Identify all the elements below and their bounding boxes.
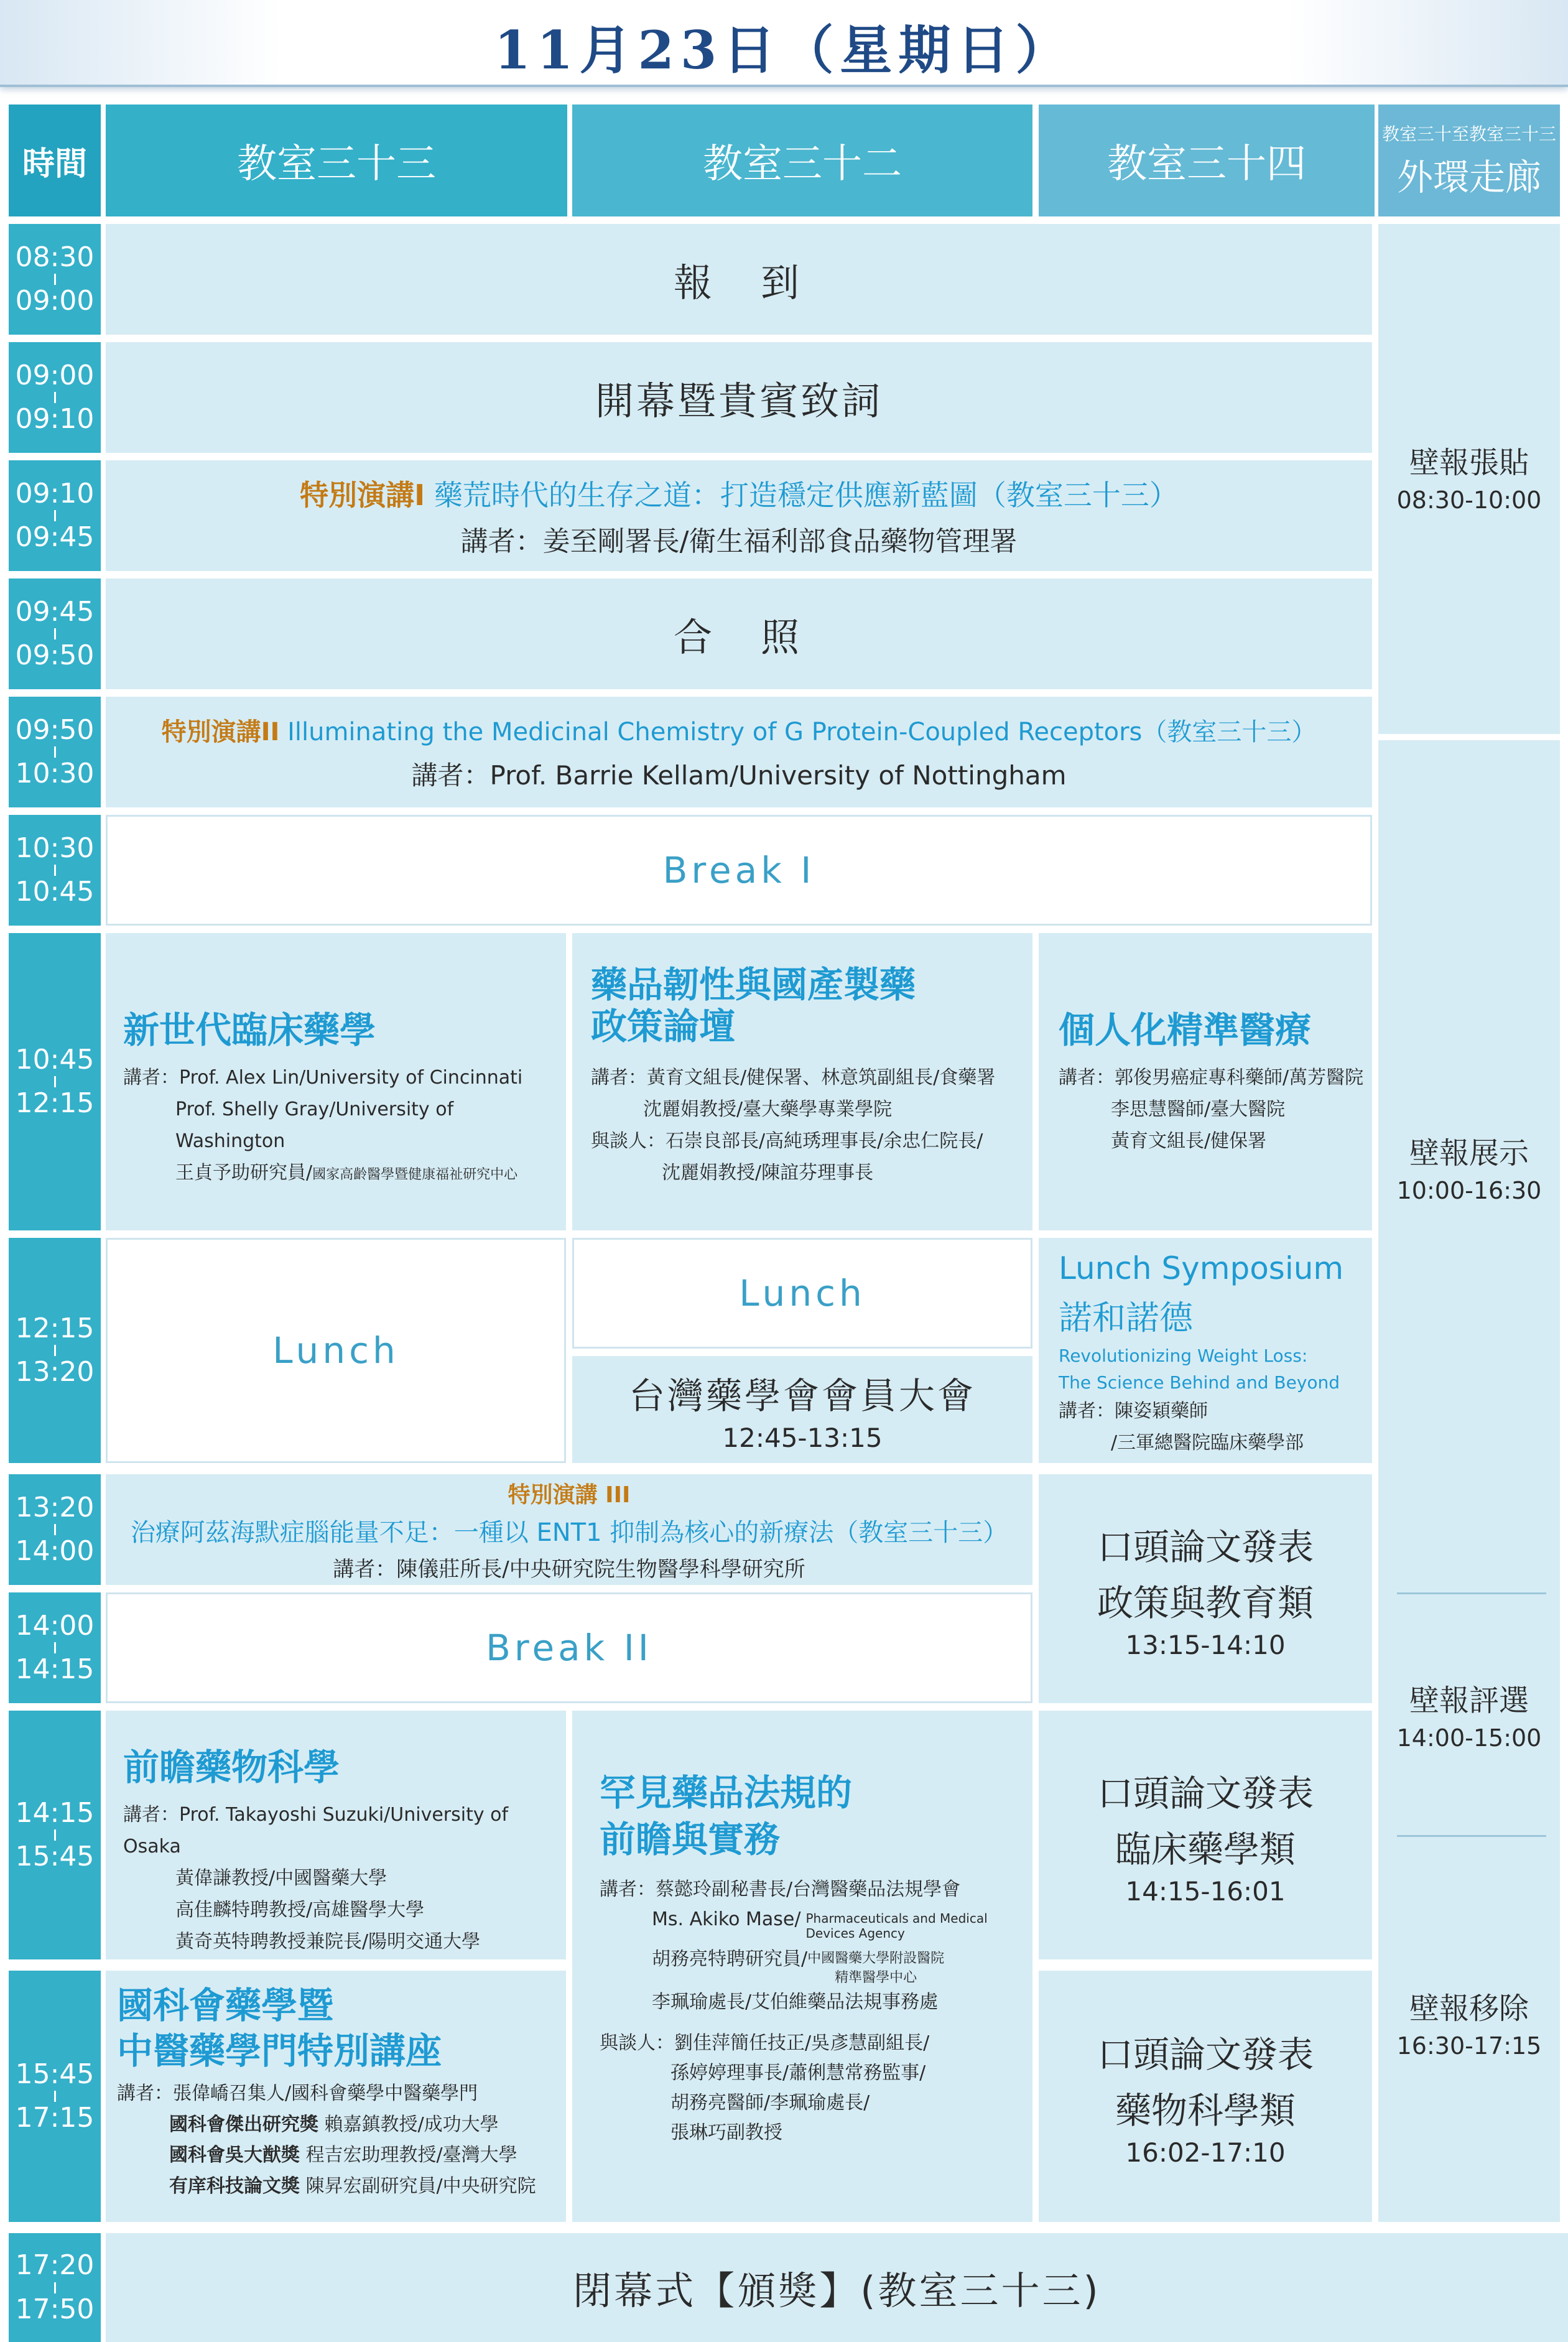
time-start: 15:45 [15,2058,95,2090]
speaker-line: 講者：郭俊男癌症專科藥師/萬芳醫院 [1059,1066,1364,1089]
oral-clinical-pharmacy [1039,1711,1372,1959]
speaker-line: 黃育文組長/健保署 [1111,1130,1267,1152]
special-lecture-1 [106,460,1372,571]
award-name: 國科會傑出研究獎 [169,2113,318,2135]
time-start: 09:10 [15,477,95,509]
special-lecture-2 [106,697,1372,807]
time-start: 10:45 [15,1043,95,1076]
special2-label: 特別演講II [161,717,280,746]
time-start: 09:00 [15,359,95,391]
poster-judging-time: 14:00-15:00 [1396,1724,1542,1752]
time-slot [9,1711,101,1959]
lunch-symposium [1039,1238,1372,1463]
time-end: 14:15 [15,1653,95,1685]
speaker-line: 高佳麟特聘教授/高雄醫學大學 [175,1898,425,1921]
registration-row [106,224,1372,335]
opening-row [106,342,1372,453]
session-title: 前瞻藥物科學 [123,1746,340,1788]
time-end: 15:45 [15,1841,95,1872]
session-drug-resilience [572,933,1032,1230]
time-end: 14:00 [15,1535,95,1567]
speaker-line: 講者：Prof. Takayoshi Suzuki/University of Osaka [123,1803,509,1857]
time-slot [9,1971,101,2222]
speaker-line: 黃奇英特聘教授兼院長/陽明交通大學 [175,1930,481,1953]
lunch-room33 [106,1238,566,1463]
special2-title: Illuminating the Medicinal Chemistry of G Protein-Coupled Receptors（教室三十三） [287,717,1317,746]
session-title-2: 前瞻與實務 [600,1818,781,1861]
speaker-affiliation: 精準醫學中心 [835,1969,917,1986]
special1-speaker: 講者：姜至剛署長/衛生福利部食品藥物管理署 [460,526,1018,557]
speaker-line: 賴嘉鎮教授/成功大學 [324,2113,499,2135]
session-title-1: 藥品韌性與國產製藥 [591,964,916,1006]
closing-label: 閉幕式【頒獎】(教室三十三) [573,2268,1101,2313]
time-start: 13:20 [15,1491,95,1523]
special-lecture-3 [106,1474,1032,1585]
oral-time: 14:15-16:01 [1125,1875,1286,1907]
time-start: 14:00 [15,1609,95,1642]
oral-drug-science [1039,1971,1372,2222]
symposium-sponsor: 諾和諾德 [1059,1298,1193,1337]
session-frontier-drug-science [106,1711,566,1959]
special1-label: 特別演講I [300,478,425,512]
poster-posting-label: 壁報張貼 [1409,445,1529,480]
divider [1397,1592,1546,1594]
special3-speaker: 講者：陳儀莊所長/中央研究院生物醫學科學研究所 [333,1556,805,1582]
time-end: 12:15 [15,1087,95,1119]
header-room34: 教室三十四 [1039,105,1375,216]
speaker-line: 沈麗娟教授/臺大藥學專業學院 [643,1099,893,1121]
oral-time: 16:02-17:10 [1125,2137,1286,2168]
member-assembly [572,1356,1032,1463]
page-title: 11月23日（星期日） [494,19,1074,81]
speaker-line: 講者：Prof. Alex Lin/University of Cincinnati [123,1066,523,1089]
header-corridor-label: 外環走廊 [1396,156,1541,198]
panel-line: 孫婷婷理事長/蕭俐慧常務監事/ [670,2062,926,2084]
speaker-line: 李珮瑜處長/艾伯維藥品法規事務處 [652,1991,939,2014]
session-nstc-lecture [106,1971,566,2222]
panel-line: 張琳巧副教授 [670,2122,782,2144]
time-start: 12:15 [15,1312,95,1344]
assembly-title: 台灣藥學會會員大會 [628,1374,976,1417]
time-slot [9,933,101,1230]
time-start: 14:15 [15,1796,95,1829]
header-corridor [1378,105,1560,216]
session-rare-drug-regulation [572,1711,1032,2222]
session-clinical-pharmacy [106,933,566,1230]
speaker-affiliation: 中國醫藥大學附設醫院 [807,1950,945,1966]
time-slot [9,1238,101,1463]
photo-label: 合 照 [673,614,804,660]
header-room33: 教室三十三 [106,105,567,216]
speaker-line: 程吉宏助理教授/臺灣大學 [305,2144,517,2166]
symposium-title: Lunch Symposium [1059,1250,1344,1286]
panel-line: 與談人：劉佳萍簡任技正/吳彥慧副組長/ [600,2032,930,2055]
poster-display-time: 10:00-16:30 [1396,1177,1542,1204]
session-title: 新世代臨床藥學 [123,1009,376,1051]
special3-label: 特別演講 III [508,1482,631,1508]
header-room32: 教室三十二 [572,105,1032,216]
time-slot [9,1592,101,1703]
lunch-label: Lunch [272,1329,399,1372]
registration-label: 報 到 [673,259,804,305]
speaker-affiliation: Pharmaceuticals and Medical [805,1910,988,1926]
time-end: 09:50 [15,639,95,671]
symposium-subtitle-2: The Science Behind and Beyond [1059,1372,1340,1393]
session-title-1: 罕見藥品法規的 [600,1772,853,1814]
oral-title-2: 政策與教育類 [1097,1581,1314,1624]
time-slot [9,579,101,689]
poster-schedule-block [1378,740,1560,2222]
time-slot [9,2233,101,2342]
break-2 [106,1592,1032,1703]
oral-time: 13:15-14:10 [1125,1629,1286,1660]
session-title-2: 中醫藥學門特別講座 [117,2029,442,2072]
oral-title-2: 臨床藥學類 [1115,1828,1296,1870]
time-end: 10:45 [15,876,95,908]
special1-title: 藥荒時代的生存之道：打造穩定供應新藍圖（教室三十三） [434,478,1178,512]
poster-posting-time: 08:30-10:00 [1396,486,1542,514]
time-start: 08:30 [15,241,95,273]
speaker-line: Prof. Shelly Gray/University of Washington [175,1098,454,1152]
break-1 [106,815,1372,926]
photo-row [106,579,1372,689]
time-end: 10:30 [15,758,95,789]
time-end: 09:10 [15,403,95,435]
oral-title-1: 口頭論文發表 [1097,1525,1314,1568]
header-time: 時間 [9,105,101,216]
oral-title-1: 口頭論文發表 [1097,1772,1314,1815]
speaker-line: 講者：陳姿穎藥師 [1059,1400,1208,1422]
panel-line: 與談人：石崇良部長/高純琇理事長/余忠仁院長/ [591,1130,983,1153]
time-end: 17:50 [15,2293,95,2325]
speaker-line: 李思慧醫師/臺大醫院 [1111,1098,1286,1120]
speaker-affiliation: 國家高齡醫學暨健康福祉研究中心 [312,1166,518,1183]
time-slot [9,342,101,453]
header-corridor-rooms: 教室三十至教室三十三 [1381,124,1556,144]
award-name: 有庠科技論文獎 [169,2175,300,2197]
lunch-label: Lunch [739,1272,866,1314]
time-slot [9,460,101,571]
speaker-line: /三軍總醫院臨床藥學部 [1111,1432,1304,1454]
lunch-room32 [572,1238,1032,1349]
panel-line: 沈麗娟教授/陳誼芬理事長 [662,1162,874,1184]
poster-judging-label: 壁報評選 [1409,1683,1529,1718]
break1-label: Break I [662,849,815,891]
assembly-time: 12:45-13:15 [722,1422,883,1453]
oral-title-2: 藥物科學類 [1115,2089,1296,2132]
time-slot [9,1474,101,1585]
time-start: 10:30 [15,832,95,864]
poster-removal-time: 16:30-17:15 [1396,2032,1542,2060]
time-start: 17:20 [15,2249,95,2282]
speaker-line: 講者：黃育文組長/健保署、林意筑副組長/食藥署 [591,1067,996,1089]
oral-title-1: 口頭論文發表 [1097,2033,1314,2076]
opening-label: 開幕暨貴賓致詞 [595,378,883,424]
time-start: 09:50 [15,713,95,746]
speaker-affiliation: Devices Agency [805,1925,905,1941]
poster-posting-block [1378,224,1560,734]
session-title-2: 政策論壇 [591,1005,736,1048]
time-end: 09:00 [15,285,95,317]
time-slot [9,697,101,807]
poster-display-label: 壁報展示 [1409,1136,1529,1171]
speaker-line: 講者：蔡懿玲副秘書長/台灣醫藥品法規學會 [600,1878,961,1900]
poster-removal-label: 壁報移除 [1409,1991,1529,2026]
session-title-1: 國科會藥學暨 [117,1984,334,2027]
title-bar [0,0,1568,87]
speaker-line: 王貞予助研究員/ [175,1161,313,1184]
time-start: 09:45 [15,595,95,628]
speaker-line: 胡務亮特聘研究員/ [652,1948,808,1970]
time-slot [9,815,101,926]
special2-speaker: 講者：Prof. Barrie Kellam/University of Nottingham [411,760,1067,791]
closing-ceremony [106,2233,1568,2342]
time-end: 13:20 [15,1356,95,1388]
time-end: 17:15 [15,2102,95,2134]
award-name: 國科會吳大猷獎 [169,2144,300,2166]
session-precision-medicine [1039,933,1372,1230]
session-title: 個人化精準醫療 [1059,1009,1312,1051]
oral-policy-education [1039,1474,1372,1703]
time-end: 09:45 [15,521,95,553]
special3-title: 治療阿茲海默症腦能量不足：一種以 ENT1 抑制為核心的新療法（教室三十三） [130,1518,1008,1547]
divider [1397,1835,1546,1837]
speaker-line: 陳昇宏副研究員/中央研究院 [305,2175,536,2197]
speaker-line: 講者：張偉嶠召集人/國科會藥學中醫藥學門 [117,2083,478,2104]
speaker-line: 黃偉謙教授/中國醫藥大學 [175,1867,387,1889]
time-slot [9,224,101,335]
speaker-line: Ms. Akiko Mase/ [652,1908,801,1930]
break2-label: Break II [486,1627,652,1669]
symposium-subtitle-1: Revolutionizing Weight Loss: [1059,1345,1308,1366]
panel-line: 胡務亮醫師/李珮瑜處長/ [670,2092,870,2114]
